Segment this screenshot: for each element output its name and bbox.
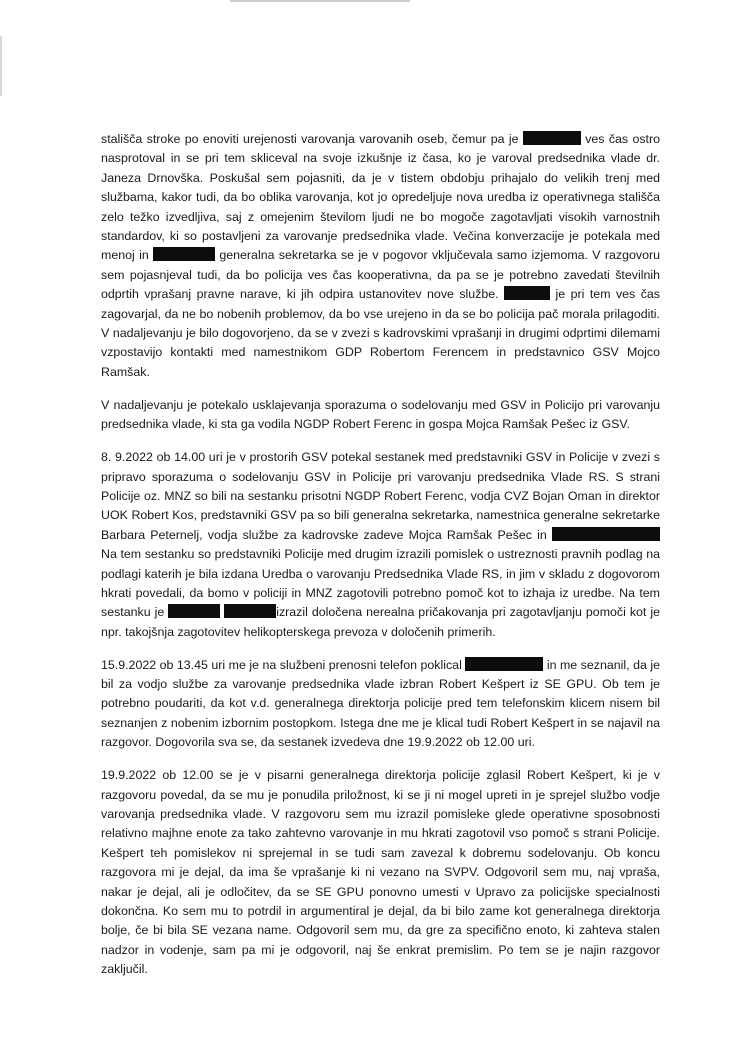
redaction-block: [504, 286, 550, 300]
text-segment: ves čas ostro nasprotoval in se pri tem skliceval na svoje izkušnje iz časa, ko je varoval predsednika vlade dr. Janeza Drnovška. Poskušal sem pojasniti, da je v tistem obdobju prihajalo do velikih trenj med službama, kakor tudi, da bo oblika varovanja, kot jo opredeljuje nova uredba iz operativnega stališča zelo težko izvedljiva, saj z omejenim številom ljudi ne bo mogoče zagotavljati visokih varnostnih standardov, ki so postavljeni za varovanje predsednika vlade. Večina konverzacije je potekala med menoj in: [101, 132, 660, 263]
text-segment: Na tem sestanku so predstavniki Policije med drugim izrazili pomislek o ustreznosti pravnih podlag na podlagi katerih je bila izdana Uredba o varovanju Predsednika Vlade RS, in jim v skladu z dogovorom hkrati povedali, da bomo v policiji in MNZ zagotovili potrebno pomoč kot to izhaja iz uredbe. Na tem sestanku je: [101, 547, 660, 620]
redaction-block: [153, 247, 215, 261]
redaction-block: [168, 604, 220, 618]
paragraph-2: [101, 396, 660, 435]
paragraph-4: [101, 656, 660, 753]
text-segment: V nadaljevanju je potekalo usklajevanja sporazuma o sodelovanju med GSV in Policijo pri varovanju predsednika vlade, ki sta ga vodila NGDP Robert Ferenc in gospa Mojca Ramšak Pešec iz GSV.: [101, 397, 660, 432]
redaction-block: [224, 604, 276, 618]
redaction-block: [552, 527, 660, 541]
scan-edge-left: [0, 36, 2, 96]
paragraph-1: [101, 130, 660, 382]
redaction-block: [523, 131, 581, 145]
text-segment: in me seznanil, da je bil za vodjo službe za varovanje predsednika vlade izbran Robert Kešpert iz SE GPU. Ob tem je potrebno poudariti, da kot v.d. generalnega direktorja policije pred tem telefonskim klicem nisem bil seznanjen z nobenim izbornim postopkom. Istega dne me je klical tudi Robert Kešpert in se najavil na razgovor. Dogovorila sva se, da sestanek izvedeva dne 19.9.2022 ob 12.00 uri.: [101, 657, 661, 750]
paragraph-5: [101, 766, 660, 979]
paragraph-3: [101, 448, 660, 642]
text-segment: 19.9.2022 ob 12.00 se je v pisarni generalnega direktorja policije zglasil Robert Kešpert, ki je v razgovoru povedal, da se mu je ponudila priložnost, ki se ji ni mogel upreti in je sprejel službo vodje varovanja predsednika vlade. V razgovoru sem mu izrazil pomisleke glede operativne sposobnosti relativno majhne enote za tako zahtevno varovanje in mu hkrati zagotovil vso pomoč s strani Policije. Kešpert teh pomislekov ni sprejemal in se tudi sam zavezal k dobremu sodelovanju. Ob koncu razgovora mi je dejal, da ima še vprašanje ki ni vezano na SVPV. Odgovoril sem mu, naj vpraša, nakar je dejal, ali je odločitev, da se SE GPU ponovno umesti v Upravo za policijske specialnosti dokončna. Ko sem mu to potrdil in argumentiral je dejal, da bi bilo zame kot generalnega direktorja bolje, če bi bila SE vezana name. Odgovoril sem mu, da gre za specifično enoto, ki zahteva stalen nadzor in vodenje, sam pa mi je odgovoril, naj še enkrat premislim. Po tem se je najin razgovor zaključil.: [101, 768, 660, 977]
text-segment: je pri tem ves čas zagovarjal, da ne bo nobenih problemov, da bo vse urejeno in da se bo policija pač morala prilagoditi. V nadaljevanju je bilo dogovorjeno, da se v zvezi s kadrovskimi vprašanji in drugimi odprtimi dilemami vzpostavijo kontakti med namestnikom GDP Robertom Ferencem in predstavnico GSV Mojco Ramšak.: [101, 287, 660, 379]
text-segment: 8. 9.2022 ob 14.00 uri je v prostorih GSV potekal sestanek med predstavniki GSV in Policije v zvezi s pripravo sporazuma o sodelovanju GSV in Policije pri varovanju predsednika Vlade RS. S strani Policije oz. MNZ so bili na sestanku prisotni NGDP Robert Ferenc, vodja CVZ Bojan Oman in direktor UOK Robert Kos, predstavniki GSV pa so bili generalna sekretarka, namestnica generalne sekretarke Barbara Peternelj, vodja službe za kadrovske zadeve Mojca Ramšak Pešec in: [101, 450, 660, 542]
redaction-block: [465, 657, 543, 671]
document-body: [101, 130, 660, 980]
text-segment: izrazil določena nerealna pričakovanja pri zagotavljanju pomoči kot je npr. takojšnja zagotovitev helikopterskega prevoza v določenih primerih.: [101, 605, 660, 639]
text-segment: 15.9.2022 ob 13.45 uri me je na službeni prenosni telefon poklical: [101, 657, 466, 672]
scan-edge-top: [230, 0, 410, 2]
text-segment: generalna sekretarka se je v pogovor vključevala samo izjemoma. V razgovoru sem pojasnjeval tudi, da bo policija ves čas kooperativna, da pa se je potrebno zavedati številnih odprtih vprašanj pravne narave, ki jih odpira ustanovitev nove službe.: [101, 248, 660, 302]
text-segment: stališča stroke po enoviti urejenosti varovanja varovanih oseb, čemur pa je: [101, 132, 523, 146]
